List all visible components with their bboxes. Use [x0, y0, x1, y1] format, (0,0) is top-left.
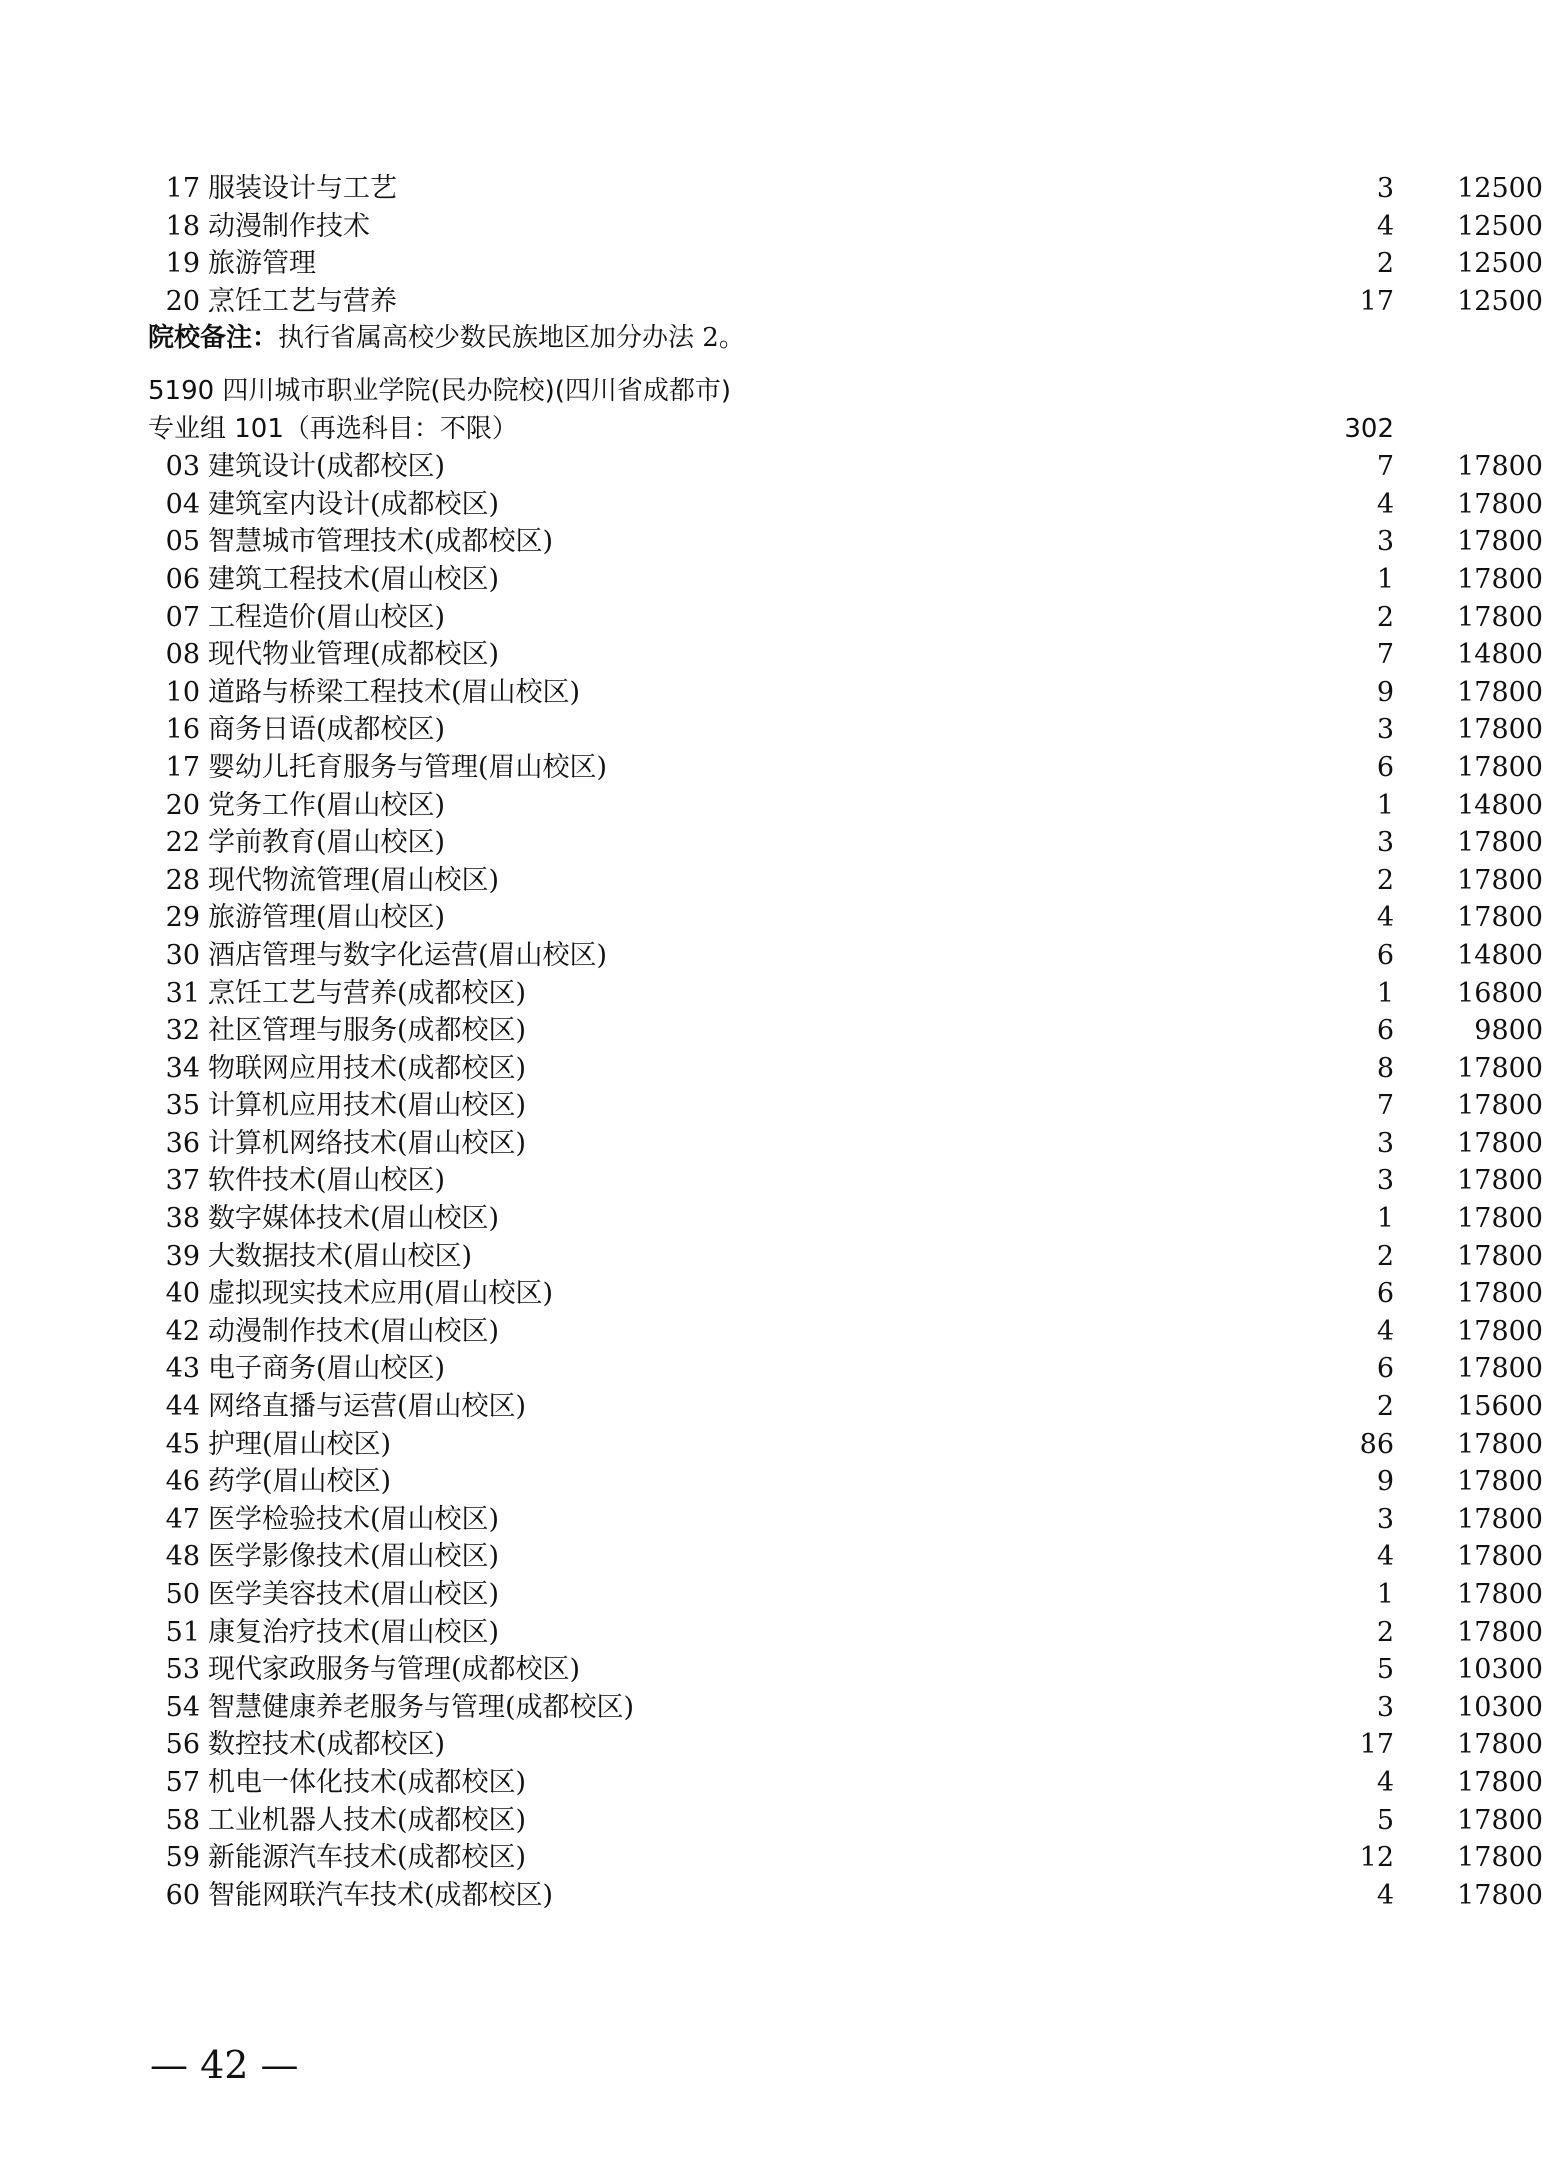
program-name: 旅游管理(眉山校区) [208, 902, 446, 934]
tuition-fee: 17800 [1457, 1729, 1543, 1761]
program-code: 54 [165, 1691, 200, 1723]
program-code: 08 [165, 639, 200, 671]
enrollment-count: 4 [1376, 1315, 1394, 1347]
program-code: 60 [165, 1879, 200, 1911]
table-row [148, 1614, 1543, 1652]
program-name: 数字媒体技术(眉山校区) [208, 1203, 500, 1235]
program-code: 20 [165, 789, 200, 821]
tuition-fee: 17800 [1457, 714, 1543, 746]
table-row [148, 1388, 1543, 1426]
tuition-fee: 17800 [1457, 1616, 1543, 1648]
table-row [148, 711, 1543, 749]
school-note-text: 执行省属高校少数民族地区加分办法 2。 [278, 323, 745, 354]
table-row [148, 975, 1543, 1013]
tuition-fee: 10300 [1457, 1691, 1543, 1723]
program-name: 软件技术(眉山校区) [208, 1165, 446, 1197]
program-name: 虚拟现实技术应用(眉山校区) [208, 1278, 554, 1310]
program-code: 04 [165, 488, 200, 520]
tuition-fee: 17800 [1457, 1579, 1543, 1610]
program-code: 37 [165, 1165, 200, 1197]
table-row [148, 208, 1543, 246]
enrollment-count: 5 [1376, 1804, 1394, 1836]
enrollment-count: 6 [1376, 1353, 1394, 1385]
enrollment-count: 2 [1376, 864, 1394, 896]
program-name: 商务日语(成都校区) [208, 714, 446, 746]
program-name: 新能源汽车技术(成都校区) [208, 1842, 527, 1874]
program-name: 服装设计与工艺 [208, 173, 397, 204]
program-name: 医学检验技术(眉山校区) [208, 1503, 500, 1535]
program-name: 电子商务(眉山校区) [208, 1353, 446, 1385]
table-row [148, 1538, 1543, 1576]
program-code: 17 [165, 751, 200, 783]
program-code: 57 [165, 1766, 200, 1798]
group-label: 专业组 101（再选科目：不限） [148, 413, 518, 444]
tuition-fee: 17800 [1457, 526, 1543, 558]
enrollment-count: 2 [1376, 601, 1394, 633]
enrollment-count: 2 [1376, 1240, 1394, 1272]
program-code: 06 [165, 563, 200, 595]
enrollment-count: 3 [1376, 1691, 1394, 1723]
tuition-fee: 17800 [1457, 676, 1543, 708]
table-row [148, 245, 1543, 283]
tuition-fee: 10300 [1457, 1654, 1543, 1686]
program-code: 51 [165, 1616, 200, 1648]
program-code: 53 [165, 1654, 200, 1686]
table-row [148, 862, 1543, 900]
table-row [148, 1313, 1543, 1351]
table-row [148, 636, 1543, 674]
program-code: 18 [165, 210, 200, 242]
program-code: 28 [165, 864, 200, 896]
tuition-fee: 17800 [1457, 1127, 1543, 1159]
table-row [148, 1463, 1543, 1501]
tuition-fee: 9800 [1474, 1015, 1543, 1047]
enrollment-count: 2 [1376, 1391, 1394, 1423]
school-note [148, 320, 1388, 358]
program-code: 34 [165, 1052, 200, 1084]
tuition-fee: 14800 [1457, 639, 1543, 671]
program-name: 计算机应用技术(眉山校区) [208, 1090, 527, 1122]
tuition-fee: 16800 [1457, 977, 1543, 1009]
tuition-fee: 17800 [1457, 488, 1543, 520]
program-name: 婴幼儿托育服务与管理(眉山校区) [208, 751, 608, 783]
school-title: 5190 四川城市职业学院(民办院校)(四川省成都市) [148, 376, 732, 406]
table-row [148, 1651, 1543, 1689]
table-row [148, 1162, 1543, 1200]
tuition-fee: 17800 [1457, 827, 1543, 859]
tuition-fee: 17800 [1457, 1203, 1543, 1235]
previous-school-section [148, 170, 1543, 358]
enrollment-count: 12 [1359, 1842, 1394, 1874]
school-program-list [148, 448, 1543, 1914]
top-program-list [148, 170, 1543, 320]
program-name: 康复治疗技术(眉山校区) [208, 1616, 500, 1648]
program-code: 38 [165, 1203, 200, 1235]
table-row [148, 170, 1543, 208]
program-code: 17 [165, 173, 200, 204]
table-row [148, 486, 1543, 524]
enrollment-count: 4 [1376, 1541, 1394, 1573]
program-code: 40 [165, 1278, 200, 1310]
program-code: 44 [165, 1391, 200, 1423]
program-code: 22 [165, 827, 200, 859]
tuition-fee: 14800 [1457, 939, 1543, 971]
enrollment-count: 3 [1376, 714, 1394, 746]
tuition-fee: 17800 [1457, 902, 1543, 934]
program-name: 酒店管理与数字化运营(眉山校区) [208, 939, 608, 971]
table-row [148, 1764, 1543, 1802]
table-row [148, 1087, 1543, 1125]
table-row [148, 1576, 1543, 1614]
tuition-fee: 17800 [1457, 1315, 1543, 1347]
table-row [148, 824, 1543, 862]
program-code: 05 [165, 526, 200, 558]
program-code: 58 [165, 1804, 200, 1836]
program-name: 工程造价(眉山校区) [208, 601, 446, 633]
program-code: 43 [165, 1353, 200, 1385]
program-code: 42 [165, 1315, 200, 1347]
table-row [148, 1350, 1543, 1388]
tuition-fee: 17800 [1457, 751, 1543, 783]
program-name: 道路与桥梁工程技术(眉山校区) [208, 676, 581, 708]
program-name: 网络直播与运营(眉山校区) [208, 1391, 527, 1423]
enrollment-count: 9 [1376, 676, 1394, 708]
enrollment-count: 3 [1376, 1165, 1394, 1197]
enrollment-count: 3 [1376, 1127, 1394, 1159]
program-name: 学前教育(眉山校区) [208, 827, 446, 859]
program-code: 45 [165, 1428, 200, 1460]
program-code: 16 [165, 714, 200, 746]
program-code: 20 [165, 285, 200, 317]
program-name: 建筑工程技术(眉山校区) [208, 563, 500, 595]
enrollment-count: 6 [1376, 751, 1394, 783]
tuition-fee: 17800 [1457, 563, 1543, 595]
program-name: 现代物业管理(成都校区) [208, 639, 500, 671]
enrollment-count: 86 [1359, 1428, 1394, 1460]
enrollment-count: 1 [1376, 1203, 1394, 1235]
enrollment-count: 1 [1376, 977, 1394, 1009]
program-name: 机电一体化技术(成都校区) [208, 1766, 527, 1798]
table-row [148, 1726, 1543, 1764]
tuition-fee: 17800 [1457, 1240, 1543, 1272]
program-name: 烹饪工艺与营养 [208, 285, 397, 317]
table-row [148, 283, 1543, 321]
enrollment-count: 17 [1359, 285, 1394, 317]
program-name: 动漫制作技术(眉山校区) [208, 1315, 500, 1347]
group-total: 302 [1344, 413, 1394, 444]
enrollment-count: 6 [1376, 1015, 1394, 1047]
table-row [148, 937, 1543, 975]
program-code: 56 [165, 1729, 200, 1761]
enrollment-count: 7 [1376, 1090, 1394, 1122]
program-name: 药学(眉山校区) [208, 1466, 392, 1498]
tuition-fee: 14800 [1457, 789, 1543, 821]
enrollment-count: 3 [1376, 526, 1394, 558]
tuition-fee: 12500 [1457, 285, 1543, 317]
table-row [148, 561, 1543, 599]
program-code: 50 [165, 1579, 200, 1610]
table-row [148, 599, 1543, 637]
program-name: 党务工作(眉山校区) [208, 789, 446, 821]
table-row [148, 787, 1543, 825]
tuition-fee: 12500 [1457, 210, 1543, 242]
enrollment-count: 4 [1376, 1766, 1394, 1798]
program-name: 护理(眉山校区) [208, 1428, 392, 1460]
table-row [148, 1426, 1543, 1464]
tuition-fee: 17800 [1457, 1879, 1543, 1911]
enrollment-count: 5 [1376, 1654, 1394, 1686]
enrollment-count: 6 [1376, 939, 1394, 971]
tuition-fee: 17800 [1457, 864, 1543, 896]
program-code: 30 [165, 939, 200, 971]
program-code: 59 [165, 1842, 200, 1874]
tuition-fee: 17800 [1457, 1428, 1543, 1460]
table-row [148, 448, 1543, 486]
program-code: 32 [165, 1015, 200, 1047]
tuition-fee: 17800 [1457, 1353, 1543, 1385]
tuition-fee: 17800 [1457, 601, 1543, 633]
table-row [148, 899, 1543, 937]
table-row [148, 749, 1543, 787]
tuition-fee: 17800 [1457, 451, 1543, 483]
table-row [148, 1275, 1543, 1313]
enrollment-count: 9 [1376, 1466, 1394, 1498]
tuition-fee: 17800 [1457, 1052, 1543, 1084]
enrollment-count: 6 [1376, 1278, 1394, 1310]
enrollment-count: 7 [1376, 451, 1394, 483]
table-row [148, 1689, 1543, 1727]
enrollment-count: 4 [1376, 1879, 1394, 1911]
tuition-fee: 17800 [1457, 1541, 1543, 1573]
program-code: 47 [165, 1503, 200, 1535]
school-note-label: 院校备注： [148, 323, 279, 354]
program-name: 大数据技术(眉山校区) [208, 1240, 473, 1272]
table-row [148, 1125, 1543, 1163]
table-row [148, 1050, 1543, 1088]
enrollment-count: 2 [1376, 248, 1394, 280]
tuition-fee: 17800 [1457, 1766, 1543, 1798]
enrollment-count: 4 [1376, 210, 1394, 242]
program-group-header [148, 411, 1394, 449]
tuition-fee: 12500 [1457, 173, 1543, 204]
program-name: 建筑室内设计(成都校区) [208, 488, 500, 520]
program-code: 03 [165, 451, 200, 483]
program-code: 36 [165, 1127, 200, 1159]
table-row [148, 1839, 1543, 1877]
program-code: 46 [165, 1466, 200, 1498]
tuition-fee: 12500 [1457, 248, 1543, 280]
enrollment-count: 3 [1376, 1503, 1394, 1535]
tuition-fee: 17800 [1457, 1842, 1543, 1874]
table-row [148, 1200, 1543, 1238]
tuition-fee: 17800 [1457, 1090, 1543, 1122]
table-row [148, 1238, 1543, 1276]
table-row [148, 523, 1543, 561]
program-name: 动漫制作技术 [208, 210, 370, 242]
program-name: 智能网联汽车技术(成都校区) [208, 1879, 554, 1911]
program-name: 物联网应用技术(成都校区) [208, 1052, 527, 1084]
tuition-fee: 17800 [1457, 1804, 1543, 1836]
program-code: 39 [165, 1240, 200, 1272]
program-name: 建筑设计(成都校区) [208, 451, 446, 483]
program-name: 工业机器人技术(成都校区) [208, 1804, 527, 1836]
program-code: 35 [165, 1090, 200, 1122]
program-code: 19 [165, 248, 200, 280]
enrollment-count: 4 [1376, 902, 1394, 934]
table-row [148, 674, 1543, 712]
enrollment-count: 2 [1376, 1616, 1394, 1648]
tuition-fee: 15600 [1457, 1391, 1543, 1423]
enrollment-count: 3 [1376, 827, 1394, 859]
program-name: 智慧健康养老服务与管理(成都校区) [208, 1691, 635, 1723]
enrollment-count: 1 [1376, 789, 1394, 821]
tuition-fee: 17800 [1457, 1503, 1543, 1535]
program-name: 数控技术(成都校区) [208, 1729, 446, 1761]
program-code: 48 [165, 1541, 200, 1573]
enrollment-count: 4 [1376, 488, 1394, 520]
program-name: 烹饪工艺与营养(成都校区) [208, 977, 527, 1009]
program-name: 现代家政服务与管理(成都校区) [208, 1654, 581, 1686]
tuition-fee: 17800 [1457, 1278, 1543, 1310]
enrollment-count: 1 [1376, 563, 1394, 595]
enrollment-count: 17 [1359, 1729, 1394, 1761]
table-row [148, 1501, 1543, 1539]
tuition-fee: 17800 [1457, 1466, 1543, 1498]
table-row [148, 1802, 1543, 1840]
program-code: 07 [165, 601, 200, 633]
table-row [148, 1012, 1543, 1050]
enrollment-count: 1 [1376, 1579, 1394, 1610]
enrollment-count: 7 [1376, 639, 1394, 671]
table-row [148, 1877, 1543, 1915]
program-name: 医学影像技术(眉山校区) [208, 1541, 500, 1573]
program-name: 智慧城市管理技术(成都校区) [208, 526, 554, 558]
program-code: 31 [165, 977, 200, 1009]
program-code: 29 [165, 902, 200, 934]
program-name: 社区管理与服务(成都校区) [208, 1015, 527, 1047]
school-section [148, 373, 1543, 1914]
program-code: 10 [165, 676, 200, 708]
program-name: 旅游管理 [208, 248, 316, 280]
program-name: 现代物流管理(眉山校区) [208, 864, 500, 896]
tuition-fee: 17800 [1457, 1165, 1543, 1197]
enrollment-count: 3 [1376, 173, 1394, 204]
page-number: — 42 — [150, 2043, 299, 2087]
enrollment-count: 8 [1376, 1052, 1394, 1084]
program-name: 计算机网络技术(眉山校区) [208, 1127, 527, 1159]
program-name: 医学美容技术(眉山校区) [208, 1579, 500, 1610]
